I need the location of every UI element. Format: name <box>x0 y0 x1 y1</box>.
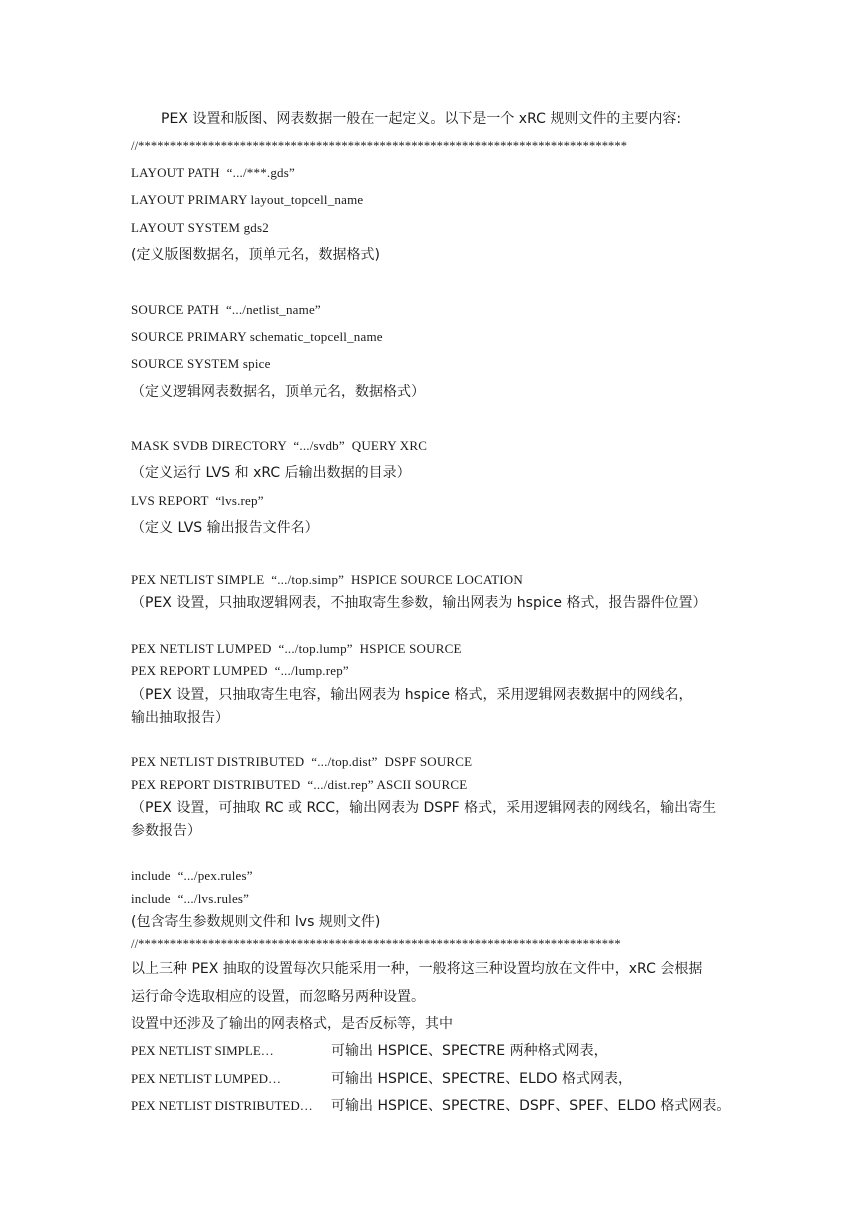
source-path-line: SOURCE PATH “.../netlist_name” <box>131 302 321 317</box>
table-row-key: PEX NETLIST SIMPLE… <box>131 1043 274 1058</box>
mask-note: （定义运行 LVS 和 xRC 后输出数据的目录） <box>131 465 411 481</box>
summary-paragraph-line-2: 运行命令选取相应的设置，而忽略另两种设置。 <box>131 989 425 1005</box>
pex-lumped-line-2: PEX REPORT LUMPED “.../lump.rep” <box>131 663 349 678</box>
pex-distributed-line-2: PEX REPORT DISTRIBUTED “.../dist.rep” ASCII SOURCE <box>131 777 468 792</box>
layout-system-line: LAYOUT SYSTEM gds2 <box>131 220 269 235</box>
table-row-value: 可输出 HSPICE、SPECTRE 两种格式网表， <box>331 1043 608 1059</box>
layout-primary-line: LAYOUT PRIMARY layout_topcell_name <box>131 192 364 207</box>
pex-lumped-note-2: 输出抽取报告） <box>131 710 229 726</box>
table-row-value: 可输出 HSPICE、SPECTRE、ELDO 格式网表， <box>331 1071 633 1087</box>
separator-top: //***************************************************************************** <box>131 139 628 153</box>
pex-simple-note: （PEX 设置，只抽取逻辑网表，不抽取寄生参数，输出网表为 hspice 格式，报告器件位置） <box>131 595 707 611</box>
table-row-value: 可输出 HSPICE、SPECTRE、DSPF、SPEF、ELDO 格式网表。 <box>331 1098 731 1114</box>
table-row-key: PEX NETLIST LUMPED… <box>131 1071 281 1086</box>
summary-paragraph-2: 设置中还涉及了输出的网表格式，是否反标等，其中 <box>131 1016 453 1032</box>
source-note: （定义逻辑网表数据名，顶单元名，数据格式） <box>131 384 425 400</box>
source-primary-line: SOURCE PRIMARY schematic_topcell_name <box>131 329 383 344</box>
layout-note: (定义版图数据名，顶单元名，数据格式) <box>131 247 380 263</box>
lvs-report-note: （定义 LVS 输出报告文件名） <box>131 520 319 536</box>
source-system-line: SOURCE SYSTEM spice <box>131 356 271 371</box>
include-pex-line: include “.../pex.rules” <box>131 868 253 883</box>
lvs-report-line: LVS REPORT “lvs.rep” <box>131 493 264 508</box>
mask-svdb-line: MASK SVDB DIRECTORY “.../svdb” QUERY XRC <box>131 438 428 453</box>
pex-distributed-note-2: 参数报告） <box>131 823 201 839</box>
include-lvs-line: include “.../lvs.rules” <box>131 891 250 906</box>
intro-paragraph: PEX 设置和版图、网表数据一般在一起定义。以下是一个 xRC 规则文件的主要内容: <box>161 111 682 127</box>
layout-path-line: LAYOUT PATH “.../***.gds” <box>131 165 295 180</box>
include-note: (包含寄生参数规则文件和 lvs 规则文件) <box>131 914 381 930</box>
pex-distributed-note-1: （PEX 设置，可抽取 RC 或 RCC，输出网表为 DSPF 格式，采用逻辑网表的网线名，输出寄生 <box>131 800 717 816</box>
separator-bottom: //**************************************************************************** <box>131 937 621 951</box>
table-row-key: PEX NETLIST DISTRIBUTED… <box>131 1098 313 1113</box>
pex-lumped-note-1: （PEX 设置，只抽取寄生电容，输出网表为 hspice 格式，采用逻辑网表数据中的网线名， <box>131 687 693 703</box>
pex-lumped-line-1: PEX NETLIST LUMPED “.../top.lump” HSPICE SOURCE <box>131 641 462 656</box>
pex-simple-line: PEX NETLIST SIMPLE “.../top.simp” HSPICE SOURCE LOCATION <box>131 572 523 587</box>
pex-distributed-line-1: PEX NETLIST DISTRIBUTED “.../top.dist” DSPF SOURCE <box>131 754 473 769</box>
summary-paragraph-line-1: 以上三种 PEX 抽取的设置每次只能采用一种，一般将这三种设置均放在文件中，xRC 会根据 <box>131 961 703 977</box>
